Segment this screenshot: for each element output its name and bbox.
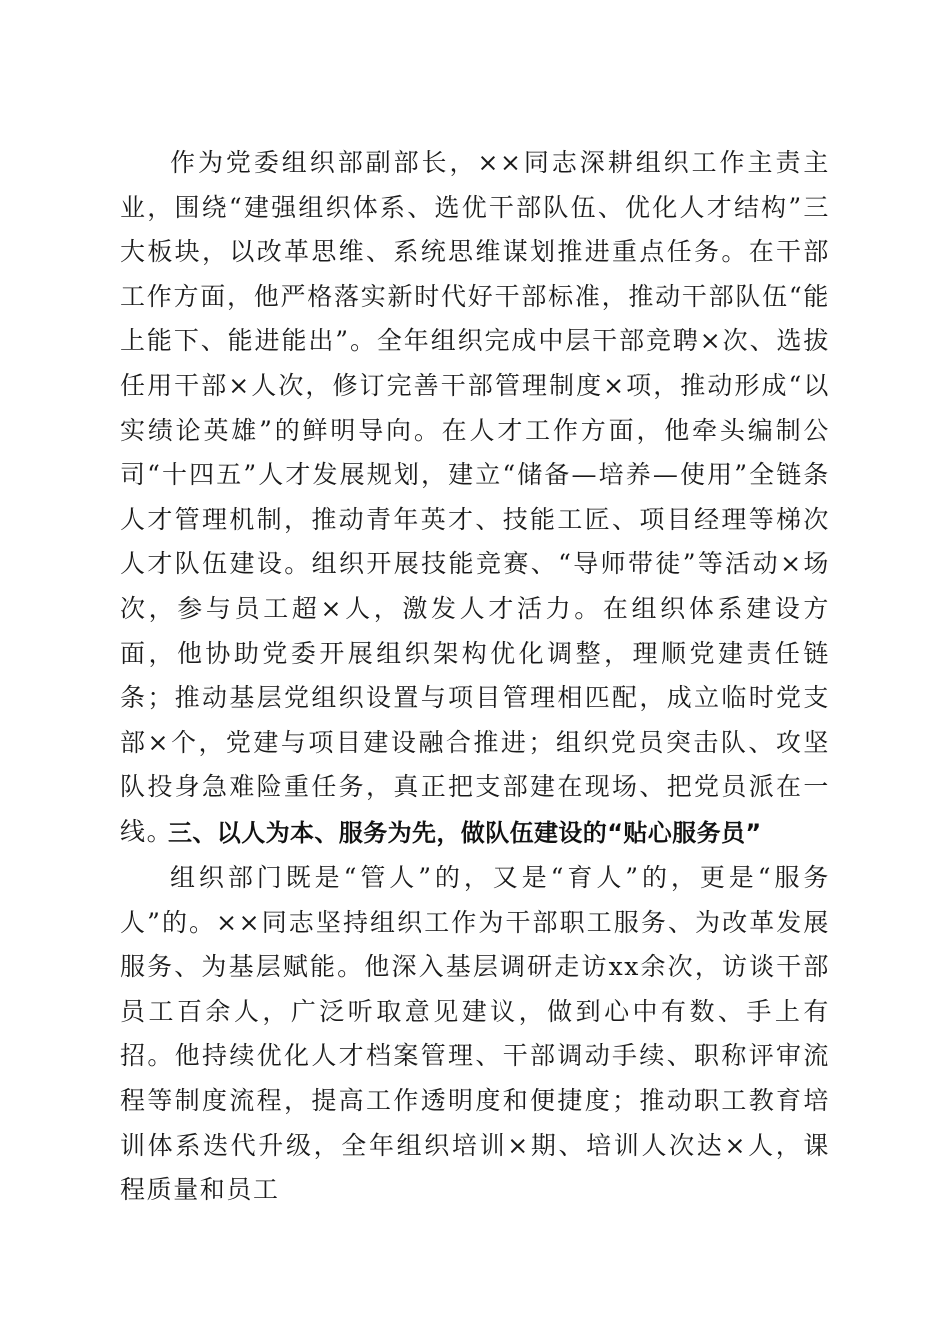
body-paragraph-cadre-talent-work: 作为党委组织部副部长，××同志深耕组织工作主责主业，围绕“建强组织体系、选优干部队伍、优化人才结构”三大板块，以改革思维、系统思维谋划推进重点任务。在干部工作方面，他严格落实新时代好干部标准，推动干部队伍“能上能下、能进能出”。全年组织完成中层干部竞聘×次、选拔任用干部×人次，修订完善干部管理制度×项，推动形成“以实绩论英雄”的鲜明导向。在人才工作方面，他牵头编制公司“十四五”人才发展规划，建立“储备—培养—使用”全链条人才管理机制，推动青年英才、技能工匠、项目经理等梯次人才队伍建设。组织开展技能竞赛、“导师带徒”等活动×场次，参与员工超×人，激发人才活力。在组织体系建设方面，他协助党委开展组织架构优化调整，理顺党建责任链条；推动基层党组织设置与项目管理相匹配，成立临时党支部×个，党建与项目建设融合推进；组织党员突击队、攻坚队投身急难险重任务，真正把支部建在现场、把党员派在一线。	[120, 148, 830, 846]
body-paragraph-service-work: 组织部门既是“管人”的，又是“育人”的，更是“服务人”的。××同志坚持组织工作为干部职工服务、为改革发展服务、为基层赋能。他深入基层调研走访xx余次，访谈干部员工百余人，广泛听取意见建议，做到心中有数、手上有招。他持续优化人才档案管理、干部调动手续、职称评审流程等制度流程，提高工作透明度和便捷度；推动职工教育培训体系迭代升级，全年组织培训×期、培训人次达×人，课程质量和员工	[120, 863, 830, 1205]
section-heading-service: 三、以人为本、服务为先，做队伍建设的“贴心服务员”	[168, 819, 762, 847]
